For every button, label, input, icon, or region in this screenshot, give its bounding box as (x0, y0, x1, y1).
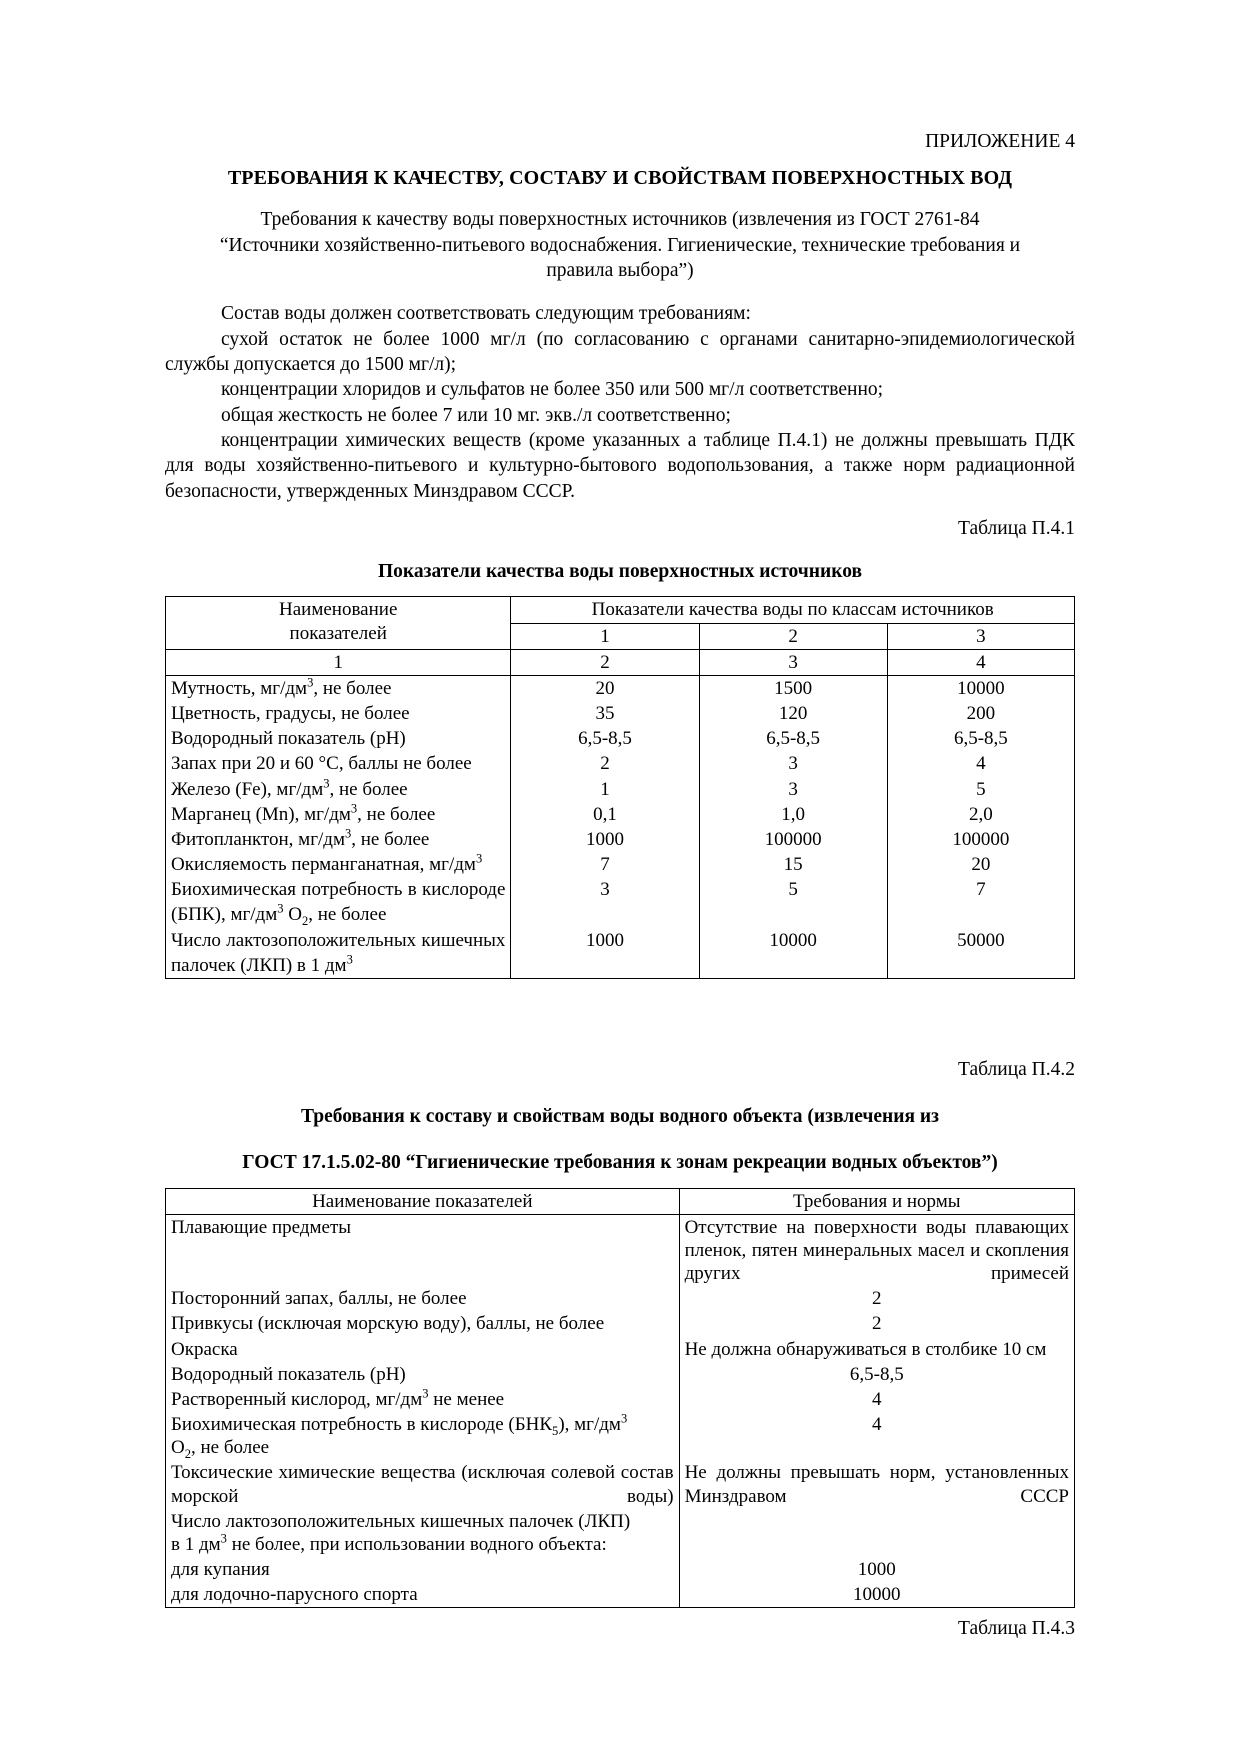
table2-row-label: Биохимическая потребность в кислороде $(БНК_5)$, $мг/дм^3$ $O_2$, не более (166, 1412, 680, 1460)
table-row-continuation (166, 953, 1075, 979)
table1-cell-class-3: 200 (887, 701, 1074, 726)
table-row (166, 1362, 1075, 1387)
table2-row-label: для лодочно-парусного спорта (166, 1582, 680, 1608)
table-row (166, 751, 1075, 776)
table1-cell-class-3: 100000 (887, 827, 1074, 852)
table1-cell-empty (511, 902, 699, 927)
table1-colnum-1: 1 (166, 649, 511, 675)
table1-cell-empty (887, 953, 1074, 979)
table1-cell-class-3: 20 (887, 852, 1074, 877)
table1-cell-class-2: 5 (699, 877, 887, 902)
table-row (166, 1460, 1075, 1508)
table-water-body-requirements (165, 1188, 1075, 1609)
table1-colnum-4: 4 (887, 649, 1074, 675)
table1-cell-class-3: 4 (887, 751, 1074, 776)
table-row (166, 1509, 1075, 1557)
table-row (166, 777, 1075, 802)
table1-cell-class-1: 1000 (511, 928, 699, 953)
table1-cell-class-2: 15 (699, 852, 887, 877)
table1-header-name: Наименование показателей (166, 597, 511, 649)
spacer (165, 979, 1075, 1045)
table1-wrapper (165, 596, 1075, 979)
table1-numbering-row (166, 649, 1075, 675)
table1-colnum-2: 2 (511, 649, 699, 675)
table1-cell-class-1: 1 (511, 777, 699, 802)
table1-cell-empty (887, 902, 1074, 927)
table1-cell-class-3: 2,0 (887, 802, 1074, 827)
table1-cell-class-2: 10000 (699, 928, 887, 953)
table-row-continuation (166, 902, 1075, 927)
table-row (166, 852, 1075, 877)
table2-row-value (679, 1509, 1074, 1557)
page-title: ТРЕБОВАНИЯ К КАЧЕСТВУ, СОСТАВУ И СВОЙСТВАМ ПОВЕРХНОСТНЫХ ВОД (227, 167, 1013, 190)
table2-row-value: 2 (679, 1311, 1074, 1336)
body-paragraph-1: Состав воды должен соответствовать следующим требованиям: (221, 303, 751, 325)
table2-header-name: Наименование показателей (166, 1188, 680, 1214)
table1-header-span: Показатели качества воды по классам источников (511, 597, 1075, 623)
table-row (166, 675, 1075, 701)
table2-row-label: Токсические химические вещества (исключая солевой состав морской воды) (166, 1460, 680, 1508)
table-row (166, 827, 1075, 852)
table1-class-2: 2 (699, 623, 887, 649)
table1-row-label-cont: (БПК), $мг/дм^3$ $O_2$, не более (166, 902, 511, 927)
table1-cell-empty (511, 953, 699, 979)
table-row (166, 1557, 1075, 1582)
table1-cell-class-2: 1,0 (699, 802, 887, 827)
body-paragraphs (165, 301, 1075, 504)
table1-row-label: Водородный показатель (pH) (166, 726, 511, 751)
table1-class-1: 1 (511, 623, 699, 649)
table2-row-value: Отсутствие на поверхности воды плавающих пленок, пятен минеральных масел и скопления других примесей (679, 1214, 1074, 1286)
table1-cell-class-1: 1000 (511, 827, 699, 852)
table1-cell-class-3: 50000 (887, 928, 1074, 953)
table-row (166, 701, 1075, 726)
table1-cell-empty (699, 953, 887, 979)
table2-row-value: 1000 (679, 1557, 1074, 1582)
table1-class-3: 3 (887, 623, 1074, 649)
table1-cell-class-2: 6,5-8,5 (699, 726, 887, 751)
table1-header-row (166, 597, 1075, 623)
table1-cell-class-1: 7 (511, 852, 699, 877)
table2-header-value: Требования и нормы (679, 1188, 1074, 1214)
table2-caption: Таблица П.4.2 (958, 1059, 1075, 1080)
table1-cell-class-1: 6,5-8,5 (511, 726, 699, 751)
intro-line-1: Требования к качеству воды поверхностных источников (извлечения из ГОСТ 2761-84 (260, 209, 980, 231)
table1-title: Показатели качества воды поверхностных источников (378, 561, 862, 583)
table1-row-label-cont: палочек (ЛКП) в 1 $дм^3$ (166, 953, 511, 979)
table-water-quality-indicators (165, 596, 1075, 979)
table2-row-value: 6,5-8,5 (679, 1362, 1074, 1387)
intro-line-3: правила выбора”) (546, 260, 694, 282)
table1-row-label: Железо (Fe), $мг/дм^3$, не более (166, 777, 511, 802)
table1-cell-class-2: 3 (699, 777, 887, 802)
table1-cell-class-1: 2 (511, 751, 699, 776)
table3-caption: Таблица П.4.3 (958, 1618, 1075, 1640)
body-paragraph-4: общая жесткость не более 7 или 10 мг. экв./л соответственно; (221, 404, 731, 426)
table1-cell-class-3: 10000 (887, 675, 1074, 701)
table-row (166, 1286, 1075, 1311)
table-row (166, 802, 1075, 827)
table2-wrapper (165, 1188, 1075, 1609)
table2-row-label: Растворенный кислород, $мг/дм^3$ не менее (166, 1387, 680, 1412)
table1-row-label: Мутность, $мг/дм^3$, не более (166, 675, 511, 701)
table1-row-label: Марганец (Mn), $мг/дм^3$, не более (166, 802, 511, 827)
table2-row-label: Посторонний запах, баллы, не более (166, 1286, 680, 1311)
table1-cell-class-2: 100000 (699, 827, 887, 852)
body-paragraph-5: концентрации химических веществ (кроме указанных а таблице П.4.1) не должны превышать ПДК для воды хозяйственно-питьевого и культурно-бытового водопользования, а также норм радиационной безопасности, утвержденных Минздравом СССР. (165, 430, 1075, 502)
table1-row-label: Цветность, градусы, не более (166, 701, 511, 726)
table2-row-value: 4 (679, 1387, 1074, 1412)
table1-cell-empty (699, 902, 887, 927)
table2-row-label: Водородный показатель (pH) (166, 1362, 680, 1387)
table-row (166, 1582, 1075, 1608)
table1-cell-class-3: 7 (887, 877, 1074, 902)
table1-cell-class-1: 3 (511, 877, 699, 902)
table-row (166, 928, 1075, 953)
table2-row-value: Не должны превышать норм, установленных Минздравом СССР (679, 1460, 1074, 1508)
table2-row-value: 2 (679, 1286, 1074, 1311)
table-row (166, 726, 1075, 751)
table2-row-label: Плавающие предметы (166, 1214, 680, 1286)
table1-row-label: Фитопланктон, $мг/дм^3$, не более (166, 827, 511, 852)
table1-cell-class-2: 3 (699, 751, 887, 776)
table2-row-label: Окраска (166, 1337, 680, 1362)
table1-cell-class-1: 35 (511, 701, 699, 726)
table-row (166, 1214, 1075, 1286)
table2-row-label: Число лактозоположительных кишечных палочек (ЛКП) в 1 $дм^3$ не более, при использовании водного объекта: (166, 1509, 680, 1557)
table-row (166, 1387, 1075, 1412)
intro-line-2: “Источники хозяйственно-питьевого водоснабжения. Гигиенические, технические требования и (219, 234, 1021, 256)
table1-cell-class-2: 1500 (699, 675, 887, 701)
table-row (166, 1337, 1075, 1362)
table1-cell-class-1: 20 (511, 675, 699, 701)
table-row (166, 877, 1075, 902)
table2-row-label: для купания (166, 1557, 680, 1582)
body-paragraph-3: концентрации хлоридов и сульфатов не более 350 или 500 мг/л соответственно; (221, 379, 884, 401)
table-row (166, 1412, 1075, 1460)
table1-cell-class-1: 0,1 (511, 802, 699, 827)
body-paragraph-2: сухой остаток не более 1000 мг/л (по согласованию с органами санитарно-эпидемиологической службы допускается до 1500 мг/л); (165, 328, 1075, 376)
table2-title-line2: ГОСТ 17.1.5.02-80 “Гигиенические требования к зонам рекреации водных объектов”) (242, 1152, 998, 1174)
table2-row-value: Не должна обнаруживаться в столбике 10 см (679, 1337, 1074, 1362)
table-row (166, 1311, 1075, 1336)
table2-header-row (166, 1188, 1075, 1214)
table1-row-label: Запах при 20 и 60 °C, баллы не более (166, 751, 511, 776)
table1-cell-class-2: 120 (699, 701, 887, 726)
table1-row-label: Биохимическая потребность в кислороде (166, 877, 511, 902)
table1-caption: Таблица П.4.1 (958, 518, 1075, 540)
table2-title-line1: Требования к составу и свойствам воды водного объекта (извлечения из (300, 1106, 939, 1127)
table2-row-value: 4 (679, 1412, 1074, 1460)
table1-row-label: Число лактозоположительных кишечных (166, 928, 511, 953)
table1-cell-class-3: 5 (887, 777, 1074, 802)
table1-colnum-3: 3 (699, 649, 887, 675)
appendix-label: ПРИЛОЖЕНИЕ 4 (925, 131, 1075, 152)
table2-row-value: 10000 (679, 1582, 1074, 1608)
table1-cell-class-3: 6,5-8,5 (887, 726, 1074, 751)
table1-row-label: Окисляемость перманганатная, $мг/дм^3$ (166, 852, 511, 877)
intro-paragraph (165, 207, 1075, 283)
table2-row-label: Привкусы (исключая морскую воду), баллы, не более (166, 1311, 680, 1336)
